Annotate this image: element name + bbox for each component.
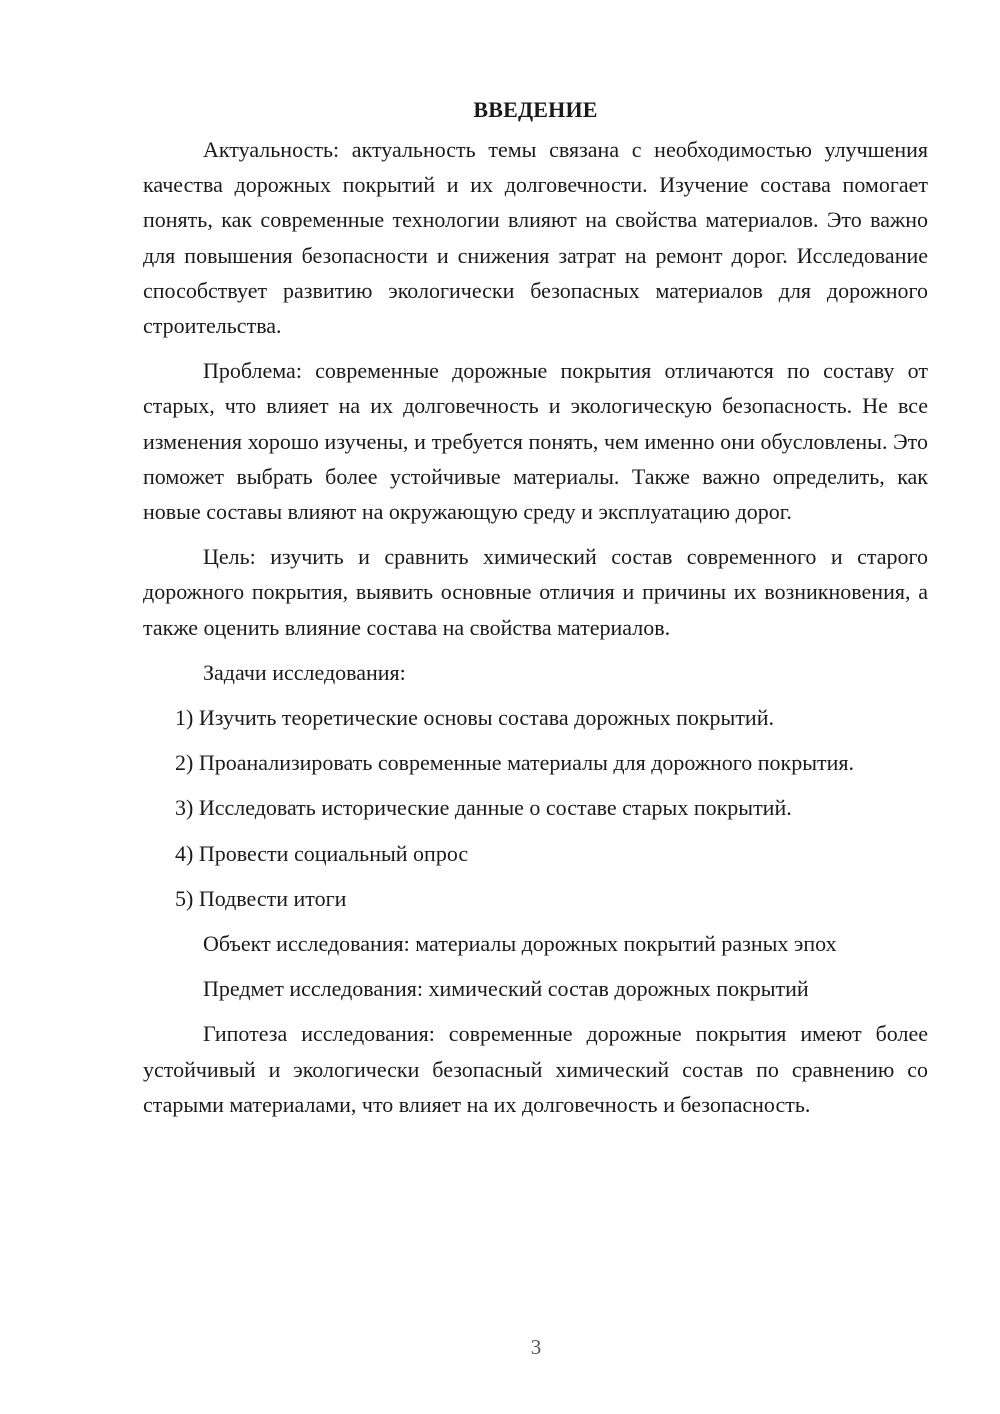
- hypothesis-paragraph: Гипотеза исследования: современные дорожные покрытия имеют более устойчивый и экологически безопасный химический состав по сравнению со старыми материалами, что влияет на их долговечность и безопасность.: [143, 1021, 928, 1117]
- page-number: 3: [530, 1335, 542, 1359]
- problem-paragraph: Проблема: современные дорожные покрытия отличаются по составу от старых, что влияет на их долговечность и экологическую безопасность. Не все изменения хорошо изучены, и требуется понять, чем именно они обусловлены. Это поможет выбрать более устойчивые материалы. Также важно определить, как новые составы влияют на окружающую среду и эксплуатацию дорог.: [143, 358, 928, 525]
- task-item: 5) Подвести итоги: [175, 885, 347, 911]
- subject-line: Предмет исследования: химический состав дорожных покрытий: [203, 976, 809, 1002]
- goal-paragraph: Цель: изучить и сравнить химический состав современного и старого дорожного покрытия, выявить основные отличия и причины их возникновения, а также оценить влияние состава на свойства материалов.: [143, 544, 928, 640]
- task-item: 4) Провести социальный опрос: [175, 840, 469, 866]
- task-item: 2) Проанализировать современные материалы для дорожного покрытия.: [175, 750, 855, 776]
- object-line: Объект исследования: материалы дорожных покрытий разных эпох: [203, 931, 837, 957]
- tasks-heading: Задачи исследования:: [203, 659, 406, 685]
- actuality-paragraph: Актуальность: актуальность темы связана с необходимостью улучшения качества дорожных покрытий и их долговечности. Изучение состава помогает понять, как современные технологии влияют на свойства материалов. Это важно для повышения безопасности и снижения затрат на ремонт дорог. Исследование способствует развитию экологически безопасных материалов для дорожного строительства.: [143, 137, 928, 339]
- task-item: 3) Исследовать исторические данные о составе старых покрытий.: [175, 795, 792, 821]
- page-content: [143, 92, 928, 1122]
- task-item: 1) Изучить теоретические основы состава дорожных покрытий.: [175, 705, 774, 731]
- page-title: ВВЕДЕНИЕ: [473, 97, 598, 122]
